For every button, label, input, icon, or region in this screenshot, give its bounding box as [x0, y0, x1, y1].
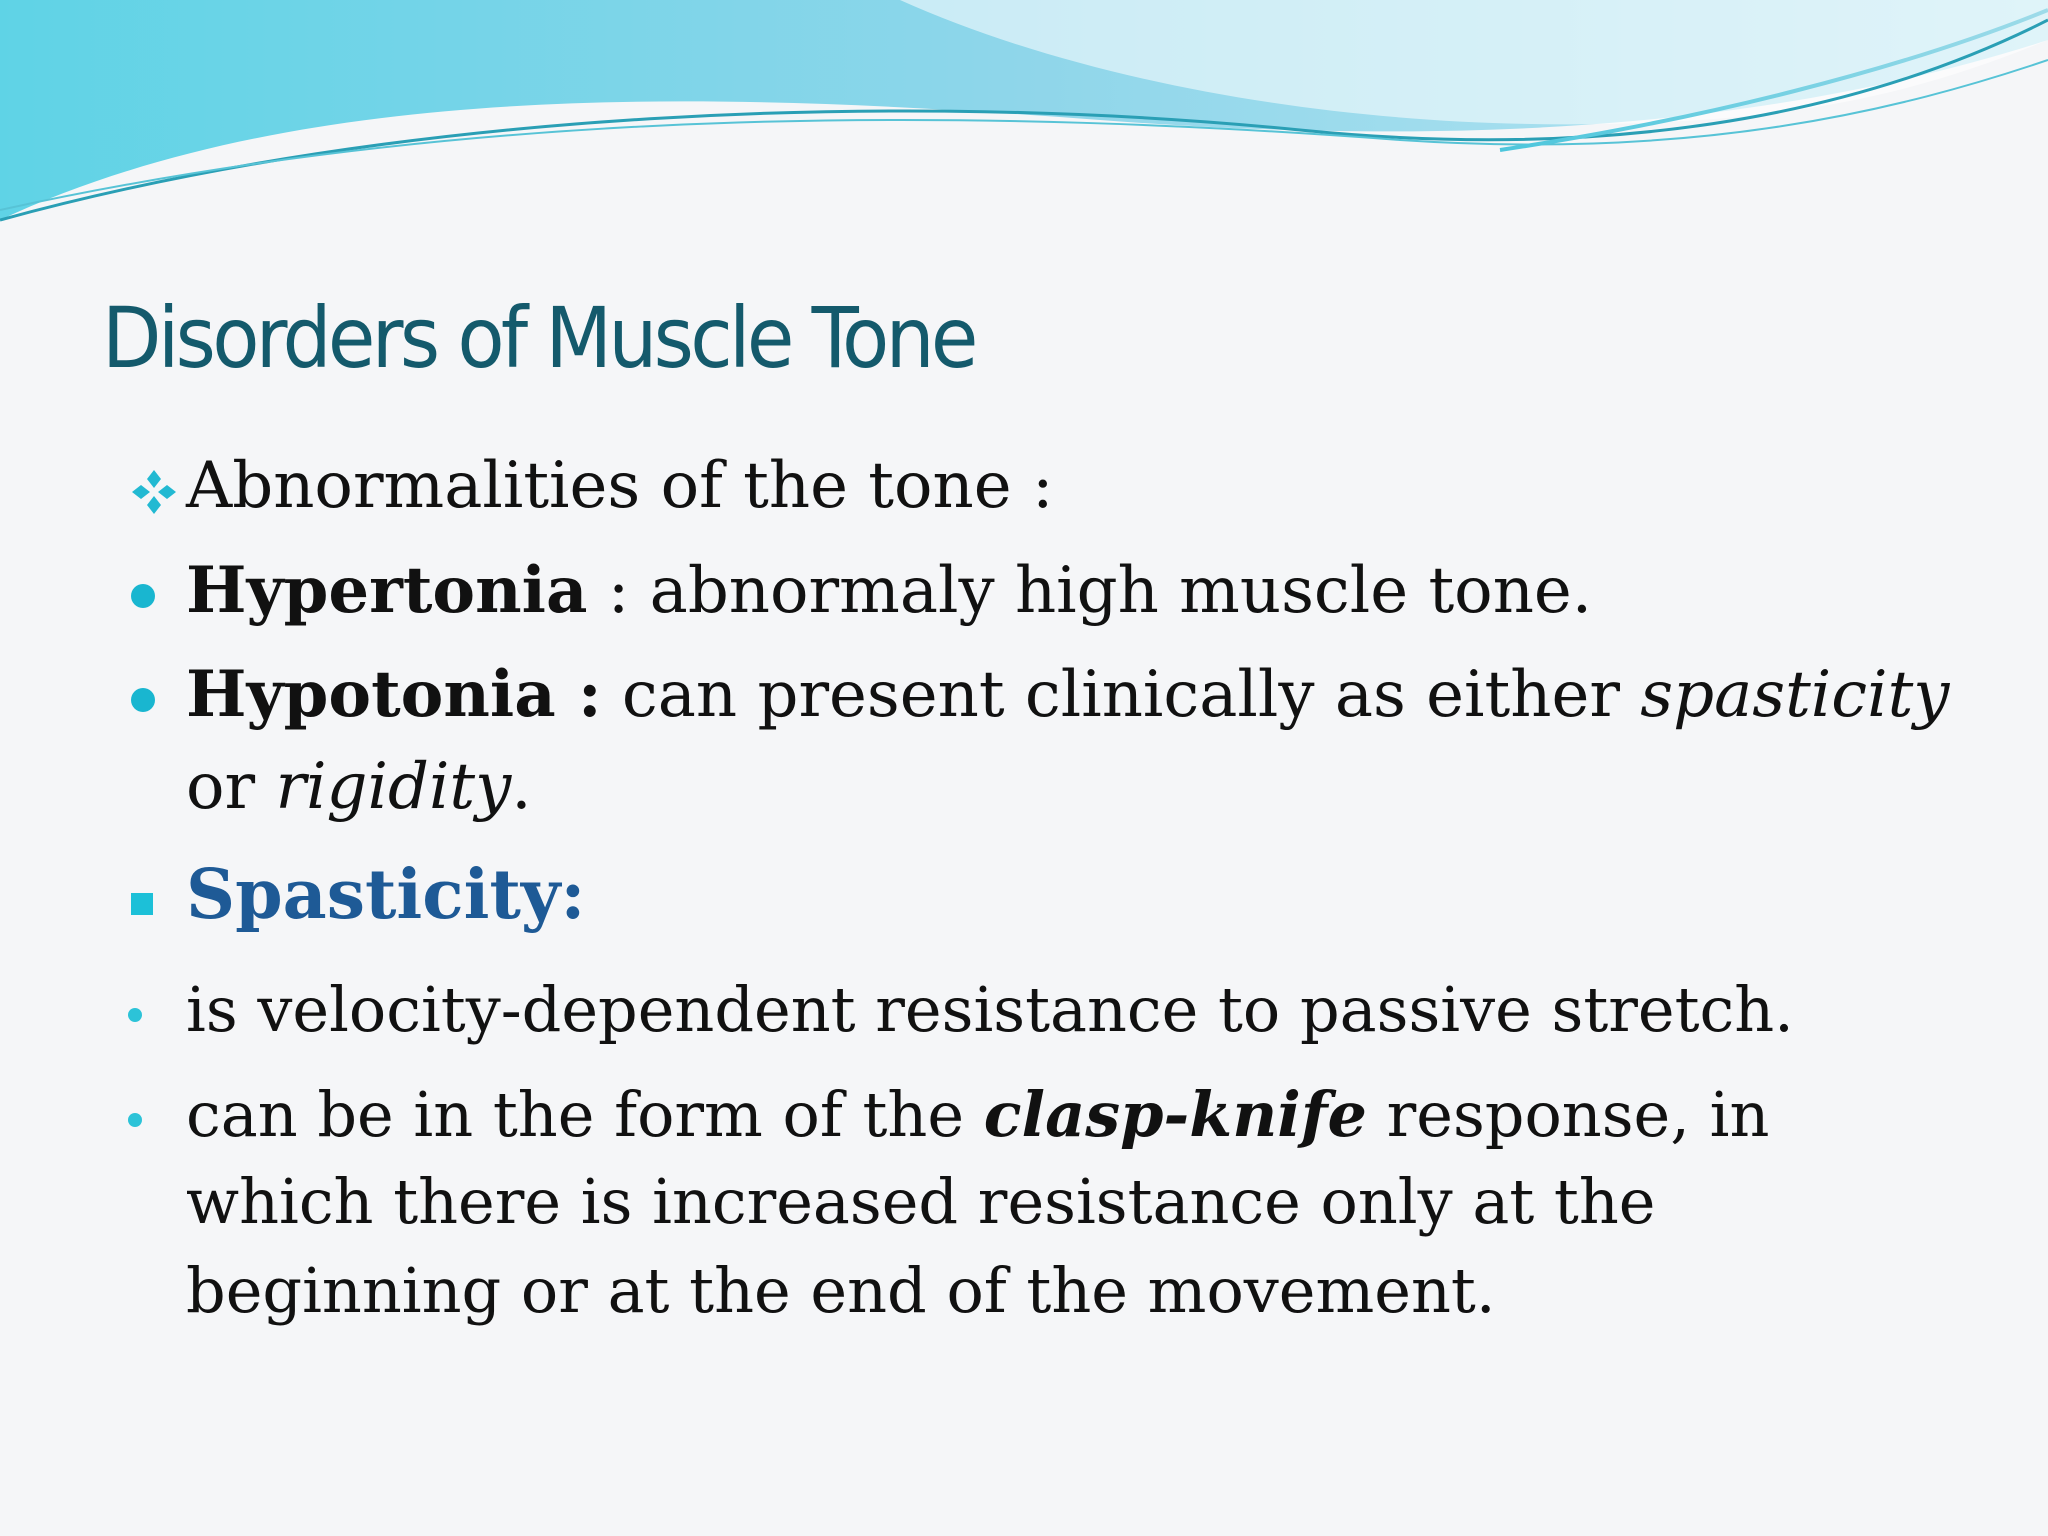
intro-line: Abnormalities of the tone : — [186, 449, 1054, 523]
round-bullet-icon — [128, 1008, 142, 1022]
hypertonia-term: Hypertonia — [186, 553, 588, 628]
hypertonia-line — [186, 555, 1592, 628]
spasticity-italic: spasticity — [1640, 658, 1950, 732]
spasticity-point-2-line-2: which there is increased resistance only at the — [186, 1165, 1656, 1238]
hypotonia-text: can present clinically as either — [601, 658, 1641, 732]
square-bullet-icon — [131, 893, 153, 915]
header-wave-decoration — [0, 0, 2048, 240]
hypotonia-term: Hypotonia : — [186, 657, 602, 732]
rigidity-italic: rigidity — [275, 750, 512, 824]
hypotonia-line-2 — [186, 752, 532, 824]
round-bullet-icon — [128, 1113, 142, 1127]
slide-title: Disorders of Muscle Tone — [102, 289, 975, 387]
hypotonia-period: . — [511, 750, 532, 824]
round-bullet-icon — [131, 584, 155, 608]
spasticity-point-2-line-3: beginning or at the end of the movement. — [186, 1254, 1496, 1327]
point2-text-a: can be in the form of the — [186, 1078, 984, 1151]
hypotonia-or: or — [186, 750, 276, 824]
spasticity-heading: Spasticity: — [186, 855, 586, 935]
hypotonia-line-1 — [186, 659, 1949, 732]
point2-text-b: response, in — [1366, 1078, 1770, 1151]
round-bullet-icon — [131, 688, 155, 712]
spasticity-point-2-line-1 — [186, 1080, 1769, 1149]
hypertonia-text: : abnormaly high muscle tone. — [587, 554, 1593, 628]
four-diamond-icon — [128, 466, 180, 522]
spasticity-point-1: is velocity-dependent resistance to passive stretch. — [186, 973, 1794, 1046]
clasp-knife-term: clasp-knife — [983, 1078, 1367, 1151]
